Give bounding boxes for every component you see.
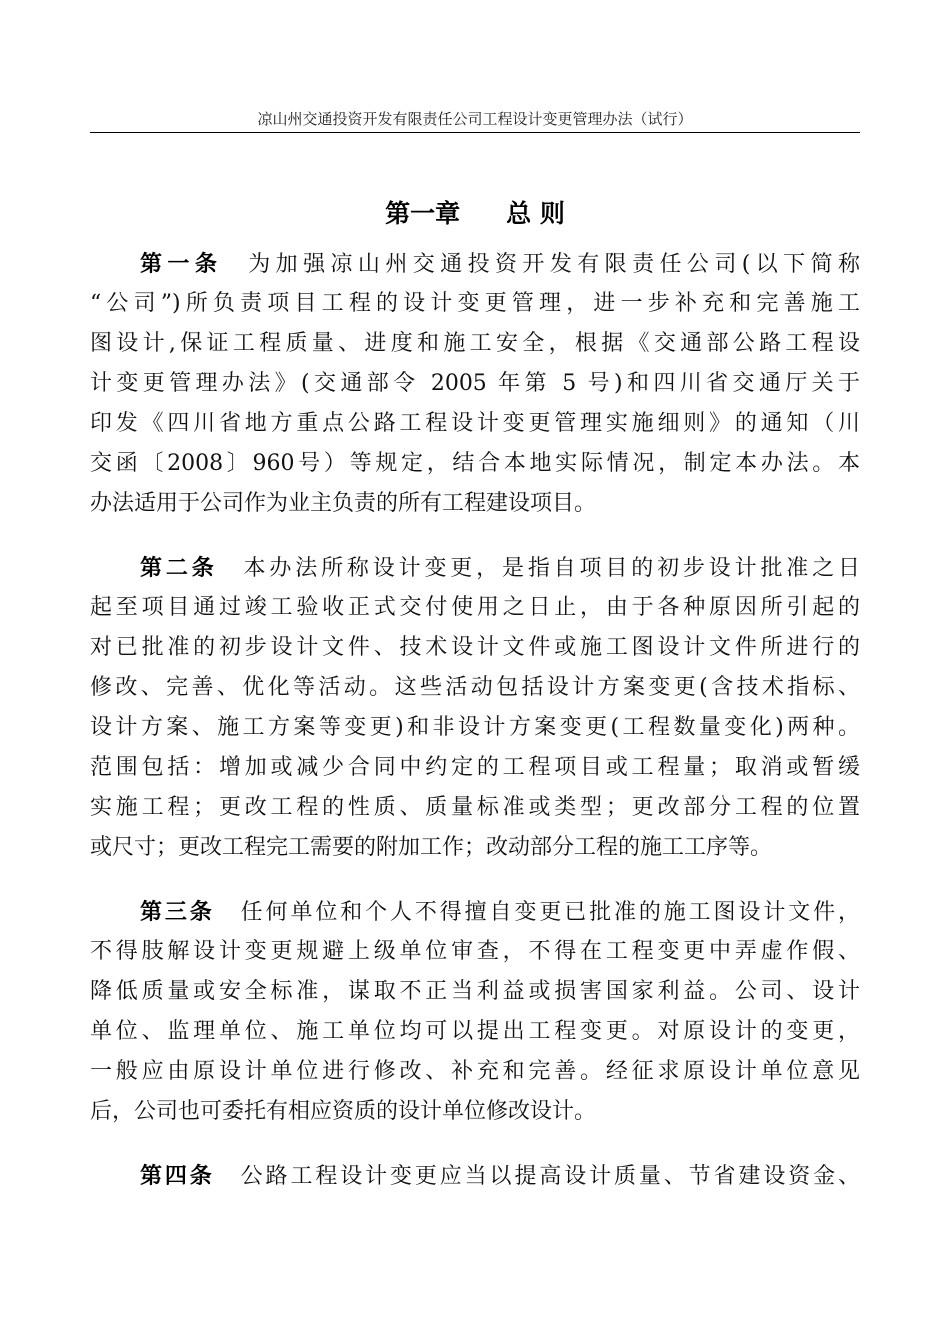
article-label: 第四条 [140,1163,215,1189]
article-2 [90,548,860,868]
article-line: 对已批准的初步设计文件、技术设计文件或施工图设计文件所进行的 [90,635,860,660]
article-line: 实施工程；更改工程的性质、质量标准或类型；更改部分工程的位置 [90,795,860,820]
article-line: 起至项目通过竣工验收正式交付使用之日止，由于各种原因所引起的 [90,595,860,620]
article-line: 交函〔2008〕960号）等规定，结合本地实际情况，制定本办法。本 [90,451,860,476]
article-line: 计变更管理办法》(交通部令 2005 年第 5 号)和四川省交通厅关于 [90,371,860,396]
article-line: “公司”)所负责项目工程的设计变更管理，进一步补充和完善施工 [90,291,860,316]
chapter-number: 第一章 [385,199,461,228]
article-line: 修改、完善、优化等活动。这些活动包括设计方案变更(含技术指标、 [90,675,860,700]
chapter-name: 总 则 [506,199,565,228]
article-line: 第一条 为加强凉山州交通投资开发有限责任公司(以下简称 [140,251,860,277]
article-line: 后，公司也可委托有相应资质的设计单位修改设计。 [90,1099,597,1124]
article-3 [90,892,860,1132]
article-line: 第二条 本办法所称设计变更，是指自项目的初步设计批准之日 [140,555,860,581]
article-line: 第三条 任何单位和个人不得擅自变更已批准的施工图设计文件， [140,899,860,925]
article-line: 单位、监理单位、施工单位均可以提出工程变更。对原设计的变更， [90,1019,860,1044]
header-divider [90,132,860,133]
article-1 [90,244,860,524]
running-header-title: 凉山州交通投资开发有限责任公司工程设计变更管理办法（试行） [257,110,693,128]
chapter-title [90,194,860,234]
article-label: 第二条 [140,555,218,581]
article-line: 图设计,保证工程质量、进度和施工安全，根据《交通部公路工程设 [90,331,860,356]
article-line: 一般应由原设计单位进行修改、补充和完善。经征求原设计单位意见 [90,1059,860,1084]
article-line: 办法适用于公司作为业主负责的所有工程建设项目。 [90,491,597,516]
article-line: 不得肢解设计变更规避上级单位审查，不得在工程变更中弄虚作假、 [90,939,860,964]
article-line: 或尺寸；更改工程完工需要的附加工作；改动部分工程的施工工序等。 [90,835,773,860]
article-label: 第一条 [140,251,223,277]
article-line: 第四条 公路工程设计变更应当以提高设计质量、节省建设资金、 [140,1163,860,1189]
article-line: 设计方案、施工方案等变更)和非设计方案变更(工程数量变化)两种。 [90,715,860,740]
article-label: 第三条 [140,899,215,925]
article-line: 印发《四川省地方重点公路工程设计变更管理实施细则》的通知（川 [90,411,860,436]
article-line: 降低质量或安全标准，谋取不正当利益或损害国家利益。公司、设计 [90,979,860,1004]
article-4 [90,1156,860,1196]
article-line: 范围包括：增加或减少合同中约定的工程项目或工程量；取消或暂缓 [90,755,860,780]
